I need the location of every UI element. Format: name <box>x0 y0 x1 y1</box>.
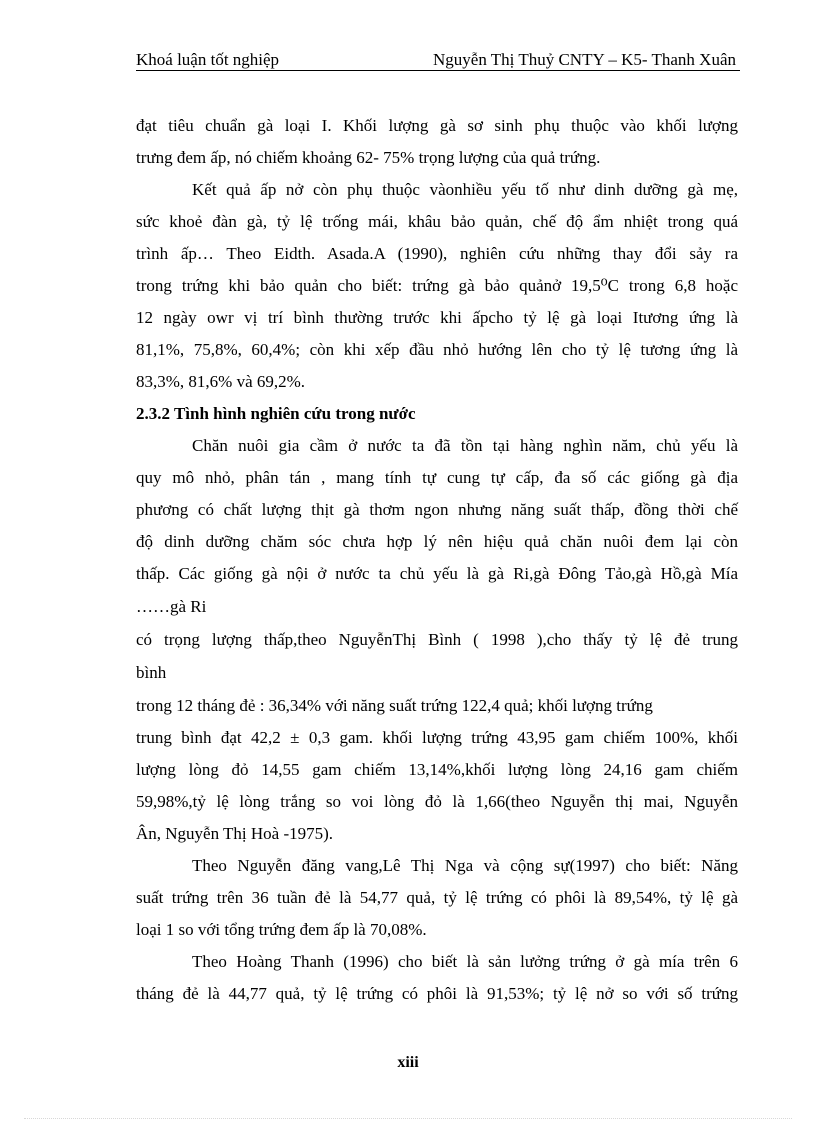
text-line: Theo Hoàng Thanh (1996) cho biết là sản lưởng trứng ở gà mía trên 6 <box>192 952 738 971</box>
text-line: 83,3%, 81,6% và 69,2%. <box>136 372 306 391</box>
section-heading: 2.3.2 Tình hình nghiên cứu trong nước <box>136 404 416 423</box>
text-line: 59,98%,tỷ lệ lòng trắng so voi lòng đỏ là 1,66(theo Nguyễn thị mai, Nguyễn <box>136 792 738 811</box>
text-line: trong trứng khi bảo quản cho biết: trứng gà bảo quảnở 19,5⁰C trong 6,8 hoặc <box>136 276 738 295</box>
text-line: trình ấp… Theo Eidth. Asada.A (1990), nghiên cứu những thay đổi sảy ra <box>136 244 738 263</box>
page-number: xiii <box>397 1054 419 1071</box>
text-line: trưng đem ấp, nó chiếm khoảng 62- 75% trọng lượng của quả trứng. <box>136 148 601 167</box>
text-line: ……gà Ri <box>136 597 207 616</box>
text-line: 12 ngày owr vị trí bình thường trước khi ấpcho tỷ lệ gà loại Itương ứng là <box>136 308 738 327</box>
header-author: Nguyễn Thị Thuỷ CNTY – K5- Thanh Xuân <box>433 50 736 69</box>
text-line: suất trứng trên 36 tuần đẻ là 54,77 quả, tỷ lệ trứng có phôi là 89,54%, tỷ lệ gà <box>136 888 738 907</box>
text-line: 81,1%, 75,8%, 60,4%; còn khi xếp đầu nhỏ hướng lên cho tỷ lệ tương ứng là <box>136 340 738 359</box>
text-line: có trọng lượng thấp,theo NguyễnThị Bình ( 1998 ),cho thấy tỷ lệ đẻ trung <box>136 630 738 649</box>
page-header <box>136 48 740 71</box>
text-line: Chăn nuôi gia cầm ở nước ta đã tồn tại hàng nghìn năm, chủ yếu là <box>192 436 738 455</box>
text-line: độ dinh dưỡng chăm sóc chưa hợp lý nên hiệu quả chăn nuôi đem lại còn <box>136 532 738 551</box>
text-line: thấp. Các giống gà nội ở nước ta chủ yếu là gà Ri,gà Đông Tảo,gà Hồ,gà Mía <box>136 564 738 583</box>
header-thesis-label: Khoá luận tốt nghiệp <box>136 50 280 69</box>
text-line: đạt tiêu chuẩn gà loại I. Khối lượng gà sơ sinh phụ thuộc vào khối lượng <box>136 116 738 135</box>
text-line: tháng đẻ là 44,77 quả, tỷ lệ trứng có phôi là 91,53%; tỷ lệ nở so với số trứng <box>136 984 738 1003</box>
text-line: Kết quả ấp nở còn phụ thuộc vàonhiều yếu tố như dinh dưỡng gà mẹ, <box>192 180 738 199</box>
text-line: Ân, Nguyễn Thị Hoà -1975). <box>136 824 334 843</box>
text-line: trung bình đạt 42,2 ± 0,3 gam. khối lượng trứng 43,95 gam chiếm 100%, khối <box>136 728 738 747</box>
text-line: loại 1 so với tổng trứng đem ấp là 70,08%. <box>136 920 427 939</box>
text-line: bình <box>136 663 167 682</box>
text-line: Theo Nguyễn đăng vang,Lê Thị Nga và cộng sự(1997) cho biết: Năng <box>192 856 738 875</box>
text-line: quy mô nhỏ, phân tán , mang tính tự cung tự cấp, đa số các giống gà địa <box>136 468 738 487</box>
text-line: sức khoẻ đàn gà, tỷ lệ trống mái, khâu bảo quản, chế độ ẩm nhiệt trong quá <box>136 212 738 231</box>
text-line: lượng lòng đỏ 14,55 gam chiếm 13,14%,khối lượng lòng 24,16 gam chiếm <box>136 760 738 779</box>
text-line: trong 12 tháng đẻ : 36,34% với năng suất trứng 122,4 quả; khối lượng trứng <box>136 696 653 715</box>
page-bottom-divider <box>24 1118 792 1119</box>
text-line: phương có chất lượng thịt gà thơm ngon nhưng năng suất thấp, đồng thời chế <box>136 500 738 519</box>
